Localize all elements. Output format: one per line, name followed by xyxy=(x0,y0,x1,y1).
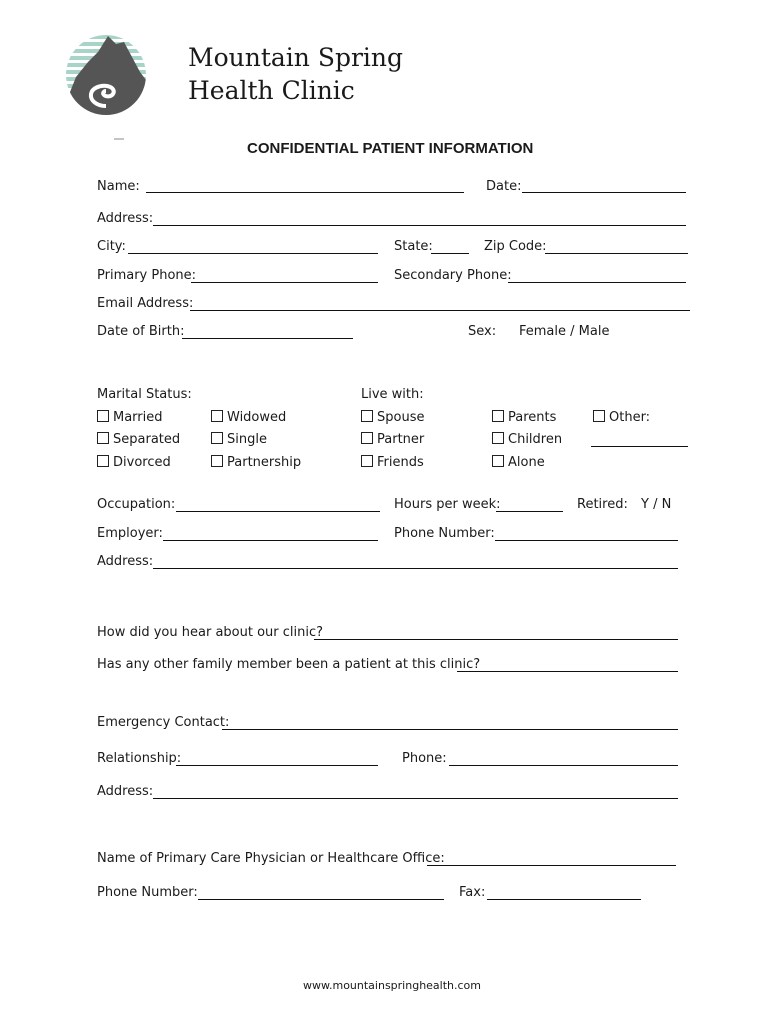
checkbox-icon[interactable] xyxy=(361,432,373,444)
relationship-label: Relationship: xyxy=(97,751,182,766)
address-field[interactable] xyxy=(155,209,684,225)
state-label: State: xyxy=(394,239,433,254)
marital-status-label: Marital Status: xyxy=(97,387,192,402)
live-with-spouse[interactable]: Spouse xyxy=(361,410,424,425)
occupation-label: Occupation: xyxy=(97,497,176,512)
name-field[interactable] xyxy=(148,176,462,192)
clinic-logo xyxy=(66,22,146,140)
hours-label: Hours per week: xyxy=(394,497,501,512)
hear-about-label: How did you hear about our clinic? xyxy=(97,625,324,640)
marital-single[interactable]: Single xyxy=(211,432,267,447)
emergency-address-label: Address: xyxy=(97,784,154,799)
clinic-name-line2: Health Clinic xyxy=(188,76,355,105)
relationship-field[interactable] xyxy=(178,749,376,765)
live-with-label: Live with: xyxy=(361,387,424,402)
secondary-phone-label: Secondary Phone: xyxy=(394,268,512,283)
city-label: City: xyxy=(97,239,126,254)
employer-phone-label: Phone Number: xyxy=(394,526,495,541)
live-with-parents[interactable]: Parents xyxy=(492,410,556,425)
address-label: Address: xyxy=(97,211,154,226)
checkbox-icon[interactable] xyxy=(211,455,223,467)
employer-label: Employer: xyxy=(97,526,163,541)
retired-label: Retired: xyxy=(577,497,628,512)
checkbox-icon[interactable] xyxy=(593,410,605,422)
checkbox-icon[interactable] xyxy=(97,410,109,422)
emergency-contact-label: Emergency Contact: xyxy=(97,715,230,730)
sex-label: Sex: xyxy=(468,324,497,339)
checkbox-icon[interactable] xyxy=(211,410,223,422)
date-label: Date: xyxy=(486,179,522,194)
checkbox-icon[interactable] xyxy=(361,410,373,422)
marital-separated[interactable]: Separated xyxy=(97,432,180,447)
emergency-contact-field[interactable] xyxy=(224,713,676,729)
marital-widowed[interactable]: Widowed xyxy=(211,410,286,425)
live-with-partner[interactable]: Partner xyxy=(361,432,424,447)
family-patient-field[interactable] xyxy=(459,655,676,671)
email-label: Email Address: xyxy=(97,296,194,311)
hear-about-field[interactable] xyxy=(316,623,676,639)
zip-label: Zip Code: xyxy=(484,239,547,254)
marital-partnership[interactable]: Partnership xyxy=(211,455,301,470)
clinic-name-line1: Mountain Spring xyxy=(188,43,404,72)
zip-field[interactable] xyxy=(547,237,686,253)
date-field[interactable] xyxy=(524,176,684,192)
employer-address-field[interactable] xyxy=(155,552,676,568)
marital-married[interactable]: Married xyxy=(97,410,163,425)
checkbox-icon[interactable] xyxy=(97,455,109,467)
employer-address-label: Address: xyxy=(97,554,154,569)
occupation-field[interactable] xyxy=(178,495,378,511)
retired-options[interactable]: Y / N xyxy=(641,497,672,512)
checkbox-icon[interactable] xyxy=(97,432,109,444)
primary-phone-field[interactable] xyxy=(193,266,376,282)
emergency-address-field[interactable] xyxy=(155,782,676,798)
live-with-friends[interactable]: Friends xyxy=(361,455,424,470)
city-field[interactable] xyxy=(130,237,376,253)
emergency-phone-label: Phone: xyxy=(402,751,447,766)
checkbox-icon[interactable] xyxy=(492,455,504,467)
employer-field[interactable] xyxy=(165,524,376,540)
fax-label: Fax: xyxy=(459,885,486,900)
family-patient-label: Has any other family member been a patient at this clinic? xyxy=(97,657,481,672)
primary-phone-label: Primary Phone: xyxy=(97,268,197,283)
physician-field[interactable] xyxy=(429,849,674,865)
email-field[interactable] xyxy=(192,294,688,310)
secondary-phone-field[interactable] xyxy=(510,266,684,282)
live-with-other-field[interactable] xyxy=(592,430,687,446)
physician-label: Name of Primary Care Physician or Healthcare Office: xyxy=(97,851,445,866)
sex-options[interactable]: Female / Male xyxy=(519,324,610,339)
name-label: Name: xyxy=(97,179,140,194)
dob-field[interactable] xyxy=(184,322,351,338)
footer-url[interactable]: www.mountainspringhealth.com xyxy=(303,979,482,992)
checkbox-icon[interactable] xyxy=(211,432,223,444)
live-with-children[interactable]: Children xyxy=(492,432,562,447)
form-title: CONFIDENTIAL PATIENT INFORMATION xyxy=(247,140,534,157)
emergency-phone-field[interactable] xyxy=(451,749,676,765)
checkbox-icon[interactable] xyxy=(492,432,504,444)
physician-phone-label: Phone Number: xyxy=(97,885,198,900)
dob-label: Date of Birth: xyxy=(97,324,185,339)
checkbox-icon[interactable] xyxy=(361,455,373,467)
physician-phone-field[interactable] xyxy=(200,883,442,899)
checkbox-icon[interactable] xyxy=(492,410,504,422)
fax-field[interactable] xyxy=(489,883,639,899)
state-field[interactable] xyxy=(432,237,468,253)
live-with-other[interactable]: Other: xyxy=(593,410,650,425)
marital-divorced[interactable]: Divorced xyxy=(97,455,171,470)
employer-phone-field[interactable] xyxy=(497,524,676,540)
hours-field[interactable] xyxy=(497,495,561,511)
live-with-alone[interactable]: Alone xyxy=(492,455,545,470)
